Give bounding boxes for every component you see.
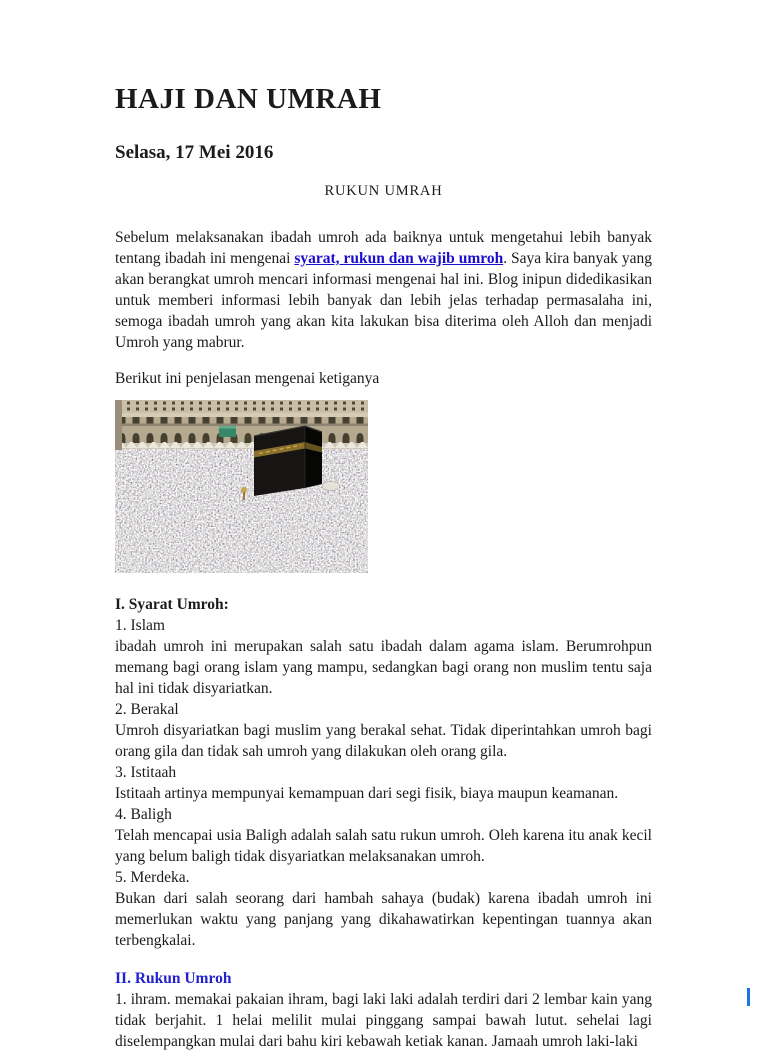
kaaba-crowd-photo xyxy=(115,400,368,573)
mosque-arcade xyxy=(115,417,368,443)
kaaba-cube xyxy=(254,426,322,496)
intro-paragraph xyxy=(115,227,652,353)
syarat-item-label: 4. Baligh xyxy=(115,806,172,824)
rukun-body: 1. ihram. memakai pakaian ihram, bagi laki laki adalah terdiri dari 2 lembar kain yang tidak berjahit. 1 helai melilit mulai pinggang sampai bawah lutut. sehelai lagi diselempangkan mulai dari bahu kiri kebawah ketiak kanan. Jamaah umroh laki-laki xyxy=(115,991,652,1051)
syarat-item-label: 1. Islam xyxy=(115,617,165,635)
intro-followup-line: Berikut ini penjelasan mengenai ketiganya xyxy=(115,370,380,388)
syarat-item-body: Bukan dari salah seorang dari hambah sahaya (budak) karena ibadah umroh ini memerlukan waktu yang panjang yang dikahawatirkan kepentingan tuannya akan terbengkalai. xyxy=(115,890,652,950)
mosque-merlons xyxy=(115,442,368,449)
syarat-item-body: Istitaah artinya mempunyai kemampuan dari segi fisik, biaya maupun keamanan. xyxy=(115,785,619,803)
centered-heading: RUKUN UMRAH xyxy=(324,182,443,199)
section-rukun-umroh xyxy=(115,968,652,1052)
rukun-heading: II. Rukun Umroh xyxy=(115,970,232,988)
intro-text-after-link: . Saya kira banyak yang akan berangkat umroh mencari informasi mengenai hal ini. Blog inipun didedikasikan untuk memberi informasi lebih banyak dan lebih jelas terhadap permasalaha ini, semoga ibadah umroh yang akan kita lakukan bisa diterima oleh Alloh dan menjadi Umroh yang mabrur. xyxy=(115,249,652,351)
syarat-item-body: ibadah umroh ini merupakan salah satu ibadah dalam agama islam. Berumrohpun memang bagi orang islam yang mampu, sedangkan bagi orang non muslim tentu saja hal ini tidak disyariatkan. xyxy=(115,638,652,698)
intro-text-before-link: Sebelum melaksanakan ibadah umroh ada baiknya untuk mengetahui lebih banyak tentang ibadah ini mengenai xyxy=(115,228,652,267)
scrollbar-thumb[interactable] xyxy=(747,988,750,1006)
post-date: Selasa, 17 Mei 2016 xyxy=(115,141,274,163)
document-body xyxy=(115,0,652,1052)
mosque-corner-column xyxy=(115,400,122,450)
section-syarat-umroh xyxy=(115,594,652,951)
syarat-rukun-wajib-link[interactable]: syarat, rukun dan wajib umroh xyxy=(294,249,504,267)
green-structure-top xyxy=(219,426,236,429)
syarat-item-body: Telah mencapai usia Baligh adalah salah satu rukun umroh. Oleh karena itu anak kecil yang belum baligh tidak disyariatkan melaksanakan umroh. xyxy=(115,827,652,866)
syarat-item-label: 3. Istitaah xyxy=(115,764,177,782)
syarat-item-body: Umroh disyariatkan bagi muslim yang berakal sehat. Tidak diperintahkan umroh bagi orang gila dan tidak sah umroh yang dilakukan oleh orang gila. xyxy=(115,722,652,761)
syarat-heading: I. Syarat Umroh: xyxy=(115,596,229,614)
syarat-item-label: 2. Berakal xyxy=(115,701,179,719)
syarat-item-label: 5. Merdeka. xyxy=(115,869,190,887)
white-canopy xyxy=(322,482,340,491)
mosque-upper-gallery xyxy=(115,400,368,413)
mosque-ledge xyxy=(115,413,368,417)
page-title: HAJI DAN UMRAH xyxy=(115,83,382,115)
